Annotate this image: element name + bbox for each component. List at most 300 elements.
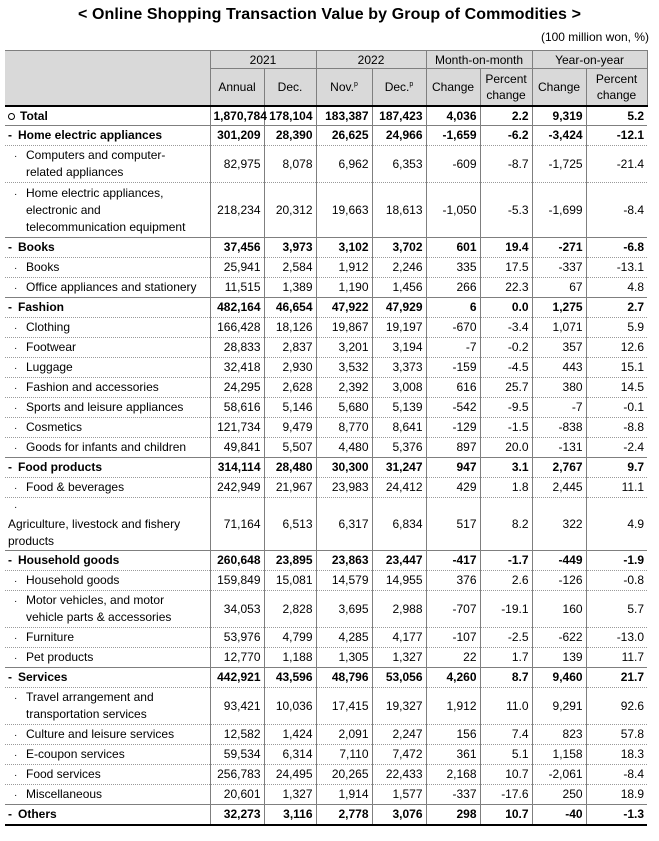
cell-annual-2021: 12,582 [210, 725, 264, 745]
cell-mom-percent-change: 8.7 [480, 668, 532, 688]
cell-nov-2022: 19,663 [316, 183, 372, 238]
dot-bullet-icon: · [14, 188, 18, 200]
cell-dec-2022: 24,966 [372, 126, 426, 146]
cell-dec-2022: 24,412 [372, 478, 426, 498]
cell-dec-2021: 5,507 [264, 438, 316, 458]
cell-mom-percent-change: 3.1 [480, 458, 532, 478]
dot-bullet-icon: · [14, 502, 18, 513]
row-label-text: Books [26, 259, 60, 274]
cell-dec-2021: 1,188 [264, 648, 316, 668]
cell-annual-2021: 53,976 [210, 628, 264, 648]
cell-dec-2021: 10,036 [264, 688, 316, 725]
cell-yoy-percent-change: -13.1 [586, 258, 647, 278]
cell-yoy-percent-change: 5.7 [586, 591, 647, 628]
dash-bullet-icon: - [8, 300, 12, 314]
row-label [5, 358, 210, 378]
cell-mom-percent-change: 2.2 [480, 106, 532, 126]
dash-bullet-icon: - [8, 128, 12, 142]
cell-dec-2021: 6,314 [264, 745, 316, 765]
cell-yoy-percent-change: -1.9 [586, 551, 647, 571]
table-row-subcategory [5, 571, 647, 591]
cell-nov-2022: 3,532 [316, 358, 372, 378]
table-row-subcategory [5, 591, 647, 628]
cell-mom-percent-change: -2.5 [480, 628, 532, 648]
cell-dec-2021: 1,389 [264, 278, 316, 298]
dot-bullet-icon: · [14, 482, 18, 494]
cell-dec-2021: 18,126 [264, 318, 316, 338]
dot-bullet-icon: · [14, 282, 18, 294]
row-label-text: Food services [26, 766, 101, 781]
header-month-on-month: Month-on-month [426, 51, 532, 69]
row-label [5, 318, 210, 338]
row-label [5, 106, 210, 126]
row-label [5, 765, 210, 785]
cell-annual-2021: 242,949 [210, 478, 264, 498]
header-dec-2021: Dec. [264, 69, 316, 107]
header-nov-2022: Nov.$^p$ [316, 69, 372, 107]
cell-mom-percent-change: 10.7 [480, 805, 532, 826]
cell-annual-2021: 442,921 [210, 668, 264, 688]
cell-dec-2021: 3,116 [264, 805, 316, 826]
cell-yoy-change: -449 [532, 551, 586, 571]
row-label-text: Footwear [26, 339, 77, 354]
cell-yoy-change: 9,319 [532, 106, 586, 126]
cell-mom-percent-change: 19.4 [480, 238, 532, 258]
cell-dec-2022: 8,641 [372, 418, 426, 438]
cell-dec-2021: 3,973 [264, 238, 316, 258]
cell-dec-2021: 178,104 [264, 106, 316, 126]
cell-yoy-change: 139 [532, 648, 586, 668]
cell-yoy-change: 250 [532, 785, 586, 805]
cell-dec-2021: 1,327 [264, 785, 316, 805]
cell-dec-2021: 6,513 [264, 498, 316, 551]
dot-bullet-icon: · [14, 789, 18, 801]
cell-nov-2022: 1,914 [316, 785, 372, 805]
cell-dec-2022: 3,194 [372, 338, 426, 358]
cell-nov-2022: 20,265 [316, 765, 372, 785]
cell-yoy-percent-change: -12.1 [586, 126, 647, 146]
cell-yoy-percent-change: 5.2 [586, 106, 647, 126]
row-label [5, 183, 210, 238]
cell-dec-2021: 4,799 [264, 628, 316, 648]
cell-yoy-change: -1,725 [532, 146, 586, 183]
row-label [5, 805, 210, 826]
row-label-text: Home electric appliances [18, 128, 163, 142]
cell-mom-change: 616 [426, 378, 480, 398]
cell-nov-2022: 7,110 [316, 745, 372, 765]
header-2021: 2021 [210, 51, 316, 69]
cell-yoy-percent-change: 15.1 [586, 358, 647, 378]
cell-mom-change: -337 [426, 785, 480, 805]
cell-yoy-percent-change: 4.8 [586, 278, 647, 298]
cell-mom-change: -129 [426, 418, 480, 438]
cell-mom-change: -707 [426, 591, 480, 628]
row-label [5, 478, 210, 498]
cell-nov-2022: 183,387 [316, 106, 372, 126]
cell-yoy-percent-change: -0.8 [586, 571, 647, 591]
row-label [5, 278, 210, 298]
row-label [5, 146, 210, 183]
cell-yoy-percent-change: 11.1 [586, 478, 647, 498]
cell-annual-2021: 28,833 [210, 338, 264, 358]
cell-annual-2021: 32,273 [210, 805, 264, 826]
cell-yoy-change: -126 [532, 571, 586, 591]
cell-yoy-change: 67 [532, 278, 586, 298]
cell-nov-2022: 4,480 [316, 438, 372, 458]
cell-mom-percent-change: 22.3 [480, 278, 532, 298]
row-label-text: Goods for infants and children [26, 439, 187, 454]
row-label-text: Pet products [26, 649, 94, 664]
cell-dec-2021: 20,312 [264, 183, 316, 238]
cell-mom-change: 6 [426, 298, 480, 318]
cell-dec-2022: 23,447 [372, 551, 426, 571]
row-label-text: Luggage [26, 359, 73, 374]
cell-nov-2022: 48,796 [316, 668, 372, 688]
row-label [5, 398, 210, 418]
table-row-category [5, 805, 647, 826]
cell-nov-2022: 2,392 [316, 378, 372, 398]
cell-mom-percent-change: 1.8 [480, 478, 532, 498]
table-row-subcategory [5, 146, 647, 183]
cell-nov-2022: 6,317 [316, 498, 372, 551]
cell-annual-2021: 301,209 [210, 126, 264, 146]
cell-annual-2021: 159,849 [210, 571, 264, 591]
cell-yoy-change: 2,445 [532, 478, 586, 498]
cell-yoy-change: 160 [532, 591, 586, 628]
cell-mom-percent-change: -6.2 [480, 126, 532, 146]
cell-nov-2022: 19,867 [316, 318, 372, 338]
cell-dec-2021: 8,078 [264, 146, 316, 183]
table-row-subcategory [5, 378, 647, 398]
cell-dec-2021: 23,895 [264, 551, 316, 571]
dot-bullet-icon: · [14, 652, 18, 664]
cell-nov-2022: 26,625 [316, 126, 372, 146]
row-label [5, 571, 210, 591]
cell-annual-2021: 218,234 [210, 183, 264, 238]
cell-mom-change: -542 [426, 398, 480, 418]
cell-dec-2022: 31,247 [372, 458, 426, 478]
cell-nov-2022: 6,962 [316, 146, 372, 183]
cell-mom-change: 429 [426, 478, 480, 498]
total-marker [8, 108, 20, 125]
cell-mom-change: -417 [426, 551, 480, 571]
row-label [5, 458, 210, 478]
cell-nov-2022: 2,091 [316, 725, 372, 745]
cell-yoy-change: 2,767 [532, 458, 586, 478]
cell-annual-2021: 482,164 [210, 298, 264, 318]
row-label [5, 126, 210, 146]
cell-dec-2022: 3,076 [372, 805, 426, 826]
cell-mom-change: 601 [426, 238, 480, 258]
cell-dec-2021: 28,480 [264, 458, 316, 478]
cell-dec-2022: 2,247 [372, 725, 426, 745]
table-body [5, 106, 647, 825]
cell-mom-percent-change: 17.5 [480, 258, 532, 278]
dot-bullet-icon: · [14, 362, 18, 374]
cell-yoy-change: -271 [532, 238, 586, 258]
table-row-category [5, 126, 647, 146]
header-yoy-change: Change [532, 69, 586, 107]
table-row-subcategory [5, 318, 647, 338]
cell-mom-percent-change: 1.7 [480, 648, 532, 668]
cell-mom-change: -159 [426, 358, 480, 378]
cell-annual-2021: 71,164 [210, 498, 264, 551]
row-label [5, 591, 210, 628]
cell-annual-2021: 24,295 [210, 378, 264, 398]
cell-yoy-percent-change: 18.3 [586, 745, 647, 765]
cell-annual-2021: 37,456 [210, 238, 264, 258]
cell-mom-change: 897 [426, 438, 480, 458]
cell-dec-2022: 3,373 [372, 358, 426, 378]
header-2022: 2022 [316, 51, 426, 69]
dot-bullet-icon: · [14, 442, 18, 454]
cell-yoy-change: 357 [532, 338, 586, 358]
row-label-text: Motor vehicles, and motor vehicle parts & accessories [26, 593, 172, 624]
row-label-text: Household goods [18, 553, 120, 567]
cell-dec-2021: 2,837 [264, 338, 316, 358]
cell-mom-change: 266 [426, 278, 480, 298]
cell-yoy-change: 443 [532, 358, 586, 378]
cell-mom-percent-change: 2.6 [480, 571, 532, 591]
table-row-subcategory [5, 765, 647, 785]
row-label [5, 668, 210, 688]
table-row-subcategory [5, 418, 647, 438]
row-label-text: Others [18, 807, 57, 821]
cell-dec-2021: 46,654 [264, 298, 316, 318]
cell-annual-2021: 1,870,784 [210, 106, 264, 126]
cell-mom-percent-change: -4.5 [480, 358, 532, 378]
row-label-text: Books [18, 240, 55, 254]
table-row-category [5, 298, 647, 318]
dot-bullet-icon: · [14, 151, 18, 162]
table-row-category [5, 668, 647, 688]
cell-nov-2022: 8,770 [316, 418, 372, 438]
cell-mom-change: 335 [426, 258, 480, 278]
row-label-text: Office appliances and stationery [26, 279, 197, 294]
cell-nov-2022: 14,579 [316, 571, 372, 591]
cell-nov-2022: 47,922 [316, 298, 372, 318]
cell-yoy-change: -1,699 [532, 183, 586, 238]
table-row-category [5, 238, 647, 258]
cell-dec-2022: 6,353 [372, 146, 426, 183]
cell-yoy-percent-change: -8.8 [586, 418, 647, 438]
row-label [5, 298, 210, 318]
cell-annual-2021: 93,421 [210, 688, 264, 725]
row-label-text: Total [20, 108, 48, 123]
cell-yoy-percent-change: 11.7 [586, 648, 647, 668]
cell-nov-2022: 23,983 [316, 478, 372, 498]
cell-yoy-change: 823 [532, 725, 586, 745]
row-label-text: Fashion [18, 300, 65, 314]
row-label [5, 238, 210, 258]
cell-yoy-percent-change: 12.6 [586, 338, 647, 358]
header-yoy-percent-change: Percent change [586, 69, 647, 107]
cell-annual-2021: 49,841 [210, 438, 264, 458]
dash-bullet-icon: - [8, 460, 12, 474]
cell-dec-2021: 9,479 [264, 418, 316, 438]
table-row-subcategory [5, 498, 647, 551]
cell-yoy-percent-change: -1.3 [586, 805, 647, 826]
cell-mom-percent-change: 10.7 [480, 765, 532, 785]
cell-dec-2021: 24,495 [264, 765, 316, 785]
table-row-subcategory [5, 648, 647, 668]
header-mom-percent-change: Percent change [480, 69, 532, 107]
cell-dec-2021: 28,390 [264, 126, 316, 146]
dot-bullet-icon: · [14, 632, 18, 644]
cell-dec-2021: 1,424 [264, 725, 316, 745]
cell-dec-2021: 2,584 [264, 258, 316, 278]
cell-yoy-change: -337 [532, 258, 586, 278]
header-annual: Annual [210, 69, 264, 107]
cell-yoy-change: 1,071 [532, 318, 586, 338]
table-title: < Online Shopping Transaction Value by Group of Commodities > [77, 6, 582, 23]
cell-dec-2021: 2,930 [264, 358, 316, 378]
cell-nov-2022: 3,695 [316, 591, 372, 628]
cell-dec-2021: 2,628 [264, 378, 316, 398]
cell-dec-2022: 1,327 [372, 648, 426, 668]
cell-mom-change: 947 [426, 458, 480, 478]
table-row-subcategory [5, 628, 647, 648]
table-row-subcategory [5, 358, 647, 378]
cell-dec-2022: 14,955 [372, 571, 426, 591]
header-mom-change: Change [426, 69, 480, 107]
cell-yoy-percent-change: -21.4 [586, 146, 647, 183]
cell-yoy-percent-change: 14.5 [586, 378, 647, 398]
dot-bullet-icon: · [14, 402, 18, 414]
row-label [5, 338, 210, 358]
cell-nov-2022: 30,300 [316, 458, 372, 478]
table-row-subcategory [5, 278, 647, 298]
cell-yoy-change: -3,424 [532, 126, 586, 146]
row-label-text: Food & beverages [26, 479, 125, 494]
cell-mom-change: 517 [426, 498, 480, 551]
cell-yoy-percent-change: -6.8 [586, 238, 647, 258]
cell-dec-2022: 18,613 [372, 183, 426, 238]
row-label-text: Sports and leisure appliances [26, 399, 184, 414]
row-label [5, 785, 210, 805]
table-row-category [5, 551, 647, 571]
cell-mom-change: 156 [426, 725, 480, 745]
cell-yoy-percent-change: -2.4 [586, 438, 647, 458]
dot-bullet-icon: · [14, 322, 18, 334]
row-label [5, 438, 210, 458]
row-label-text: Services [18, 670, 68, 684]
cell-mom-change: 4,036 [426, 106, 480, 126]
cell-mom-percent-change: 0.0 [480, 298, 532, 318]
cell-yoy-percent-change: 18.9 [586, 785, 647, 805]
cell-mom-percent-change: -8.7 [480, 146, 532, 183]
cell-mom-percent-change: -17.6 [480, 785, 532, 805]
dot-bullet-icon: · [14, 382, 18, 394]
cell-nov-2022: 1,305 [316, 648, 372, 668]
commodity-table [5, 50, 648, 826]
cell-mom-percent-change: -3.4 [480, 318, 532, 338]
table-row-subcategory [5, 478, 647, 498]
cell-annual-2021: 260,648 [210, 551, 264, 571]
cell-nov-2022: 3,102 [316, 238, 372, 258]
cell-yoy-percent-change: 9.7 [586, 458, 647, 478]
row-label-text: Travel arrangement and transportation services [26, 690, 154, 721]
cell-yoy-change: 1,275 [532, 298, 586, 318]
cell-dec-2021: 5,146 [264, 398, 316, 418]
table-row-subcategory [5, 688, 647, 725]
cell-annual-2021: 166,428 [210, 318, 264, 338]
cell-mom-change: -609 [426, 146, 480, 183]
cell-mom-change: 1,912 [426, 688, 480, 725]
dot-bullet-icon: · [14, 342, 18, 354]
cell-nov-2022: 1,912 [316, 258, 372, 278]
cell-yoy-percent-change: 4.9 [586, 498, 647, 551]
cell-mom-change: -107 [426, 628, 480, 648]
cell-dec-2022: 19,327 [372, 688, 426, 725]
dot-bullet-icon: · [14, 769, 18, 781]
cell-mom-change: 4,260 [426, 668, 480, 688]
cell-dec-2022: 3,008 [372, 378, 426, 398]
table-row-subcategory [5, 745, 647, 765]
table-row-subcategory [5, 258, 647, 278]
cell-yoy-percent-change: 57.8 [586, 725, 647, 745]
cell-yoy-change: 1,158 [532, 745, 586, 765]
cell-mom-percent-change: -5.3 [480, 183, 532, 238]
cell-nov-2022: 4,285 [316, 628, 372, 648]
cell-mom-change: 22 [426, 648, 480, 668]
dot-bullet-icon: · [14, 729, 18, 741]
cell-yoy-percent-change: -13.0 [586, 628, 647, 648]
cell-dec-2022: 1,456 [372, 278, 426, 298]
row-label-text: Culture and leisure services [26, 726, 175, 741]
cell-dec-2022: 19,197 [372, 318, 426, 338]
cell-mom-change: 298 [426, 805, 480, 826]
table-row-subcategory [5, 338, 647, 358]
cell-mom-percent-change: -0.2 [480, 338, 532, 358]
cell-dec-2022: 2,988 [372, 591, 426, 628]
row-label-text: Food products [18, 460, 102, 474]
row-label-text: E-coupon services [26, 746, 125, 761]
cell-mom-change: 376 [426, 571, 480, 591]
header-year-on-year: Year-on-year [532, 51, 647, 69]
cell-dec-2022: 1,577 [372, 785, 426, 805]
cell-nov-2022: 5,680 [316, 398, 372, 418]
cell-yoy-percent-change: 2.7 [586, 298, 647, 318]
cell-annual-2021: 59,534 [210, 745, 264, 765]
header-dec-2022: Dec.$^p$ [372, 69, 426, 107]
cell-nov-2022: 3,201 [316, 338, 372, 358]
row-label-text: Household goods [26, 572, 120, 587]
cell-yoy-change: 9,460 [532, 668, 586, 688]
cell-mom-percent-change: 20.0 [480, 438, 532, 458]
row-label [5, 498, 210, 551]
cell-mom-change: -670 [426, 318, 480, 338]
cell-dec-2021: 21,967 [264, 478, 316, 498]
cell-dec-2022: 53,056 [372, 668, 426, 688]
cell-dec-2021: 43,596 [264, 668, 316, 688]
row-label [5, 378, 210, 398]
cell-yoy-percent-change: 5.9 [586, 318, 647, 338]
cell-annual-2021: 121,734 [210, 418, 264, 438]
row-label [5, 258, 210, 278]
cell-yoy-change: -40 [532, 805, 586, 826]
table-row-subcategory [5, 398, 647, 418]
dot-bullet-icon: · [14, 749, 18, 761]
cell-mom-change: 2,168 [426, 765, 480, 785]
row-label-text: Miscellaneous [26, 786, 103, 801]
row-label [5, 418, 210, 438]
table-row-subcategory [5, 183, 647, 238]
unit-note: (100 million won, %) [540, 30, 649, 44]
dot-bullet-icon: · [14, 422, 18, 434]
cell-dec-2022: 6,834 [372, 498, 426, 551]
cell-mom-percent-change: 11.0 [480, 688, 532, 725]
